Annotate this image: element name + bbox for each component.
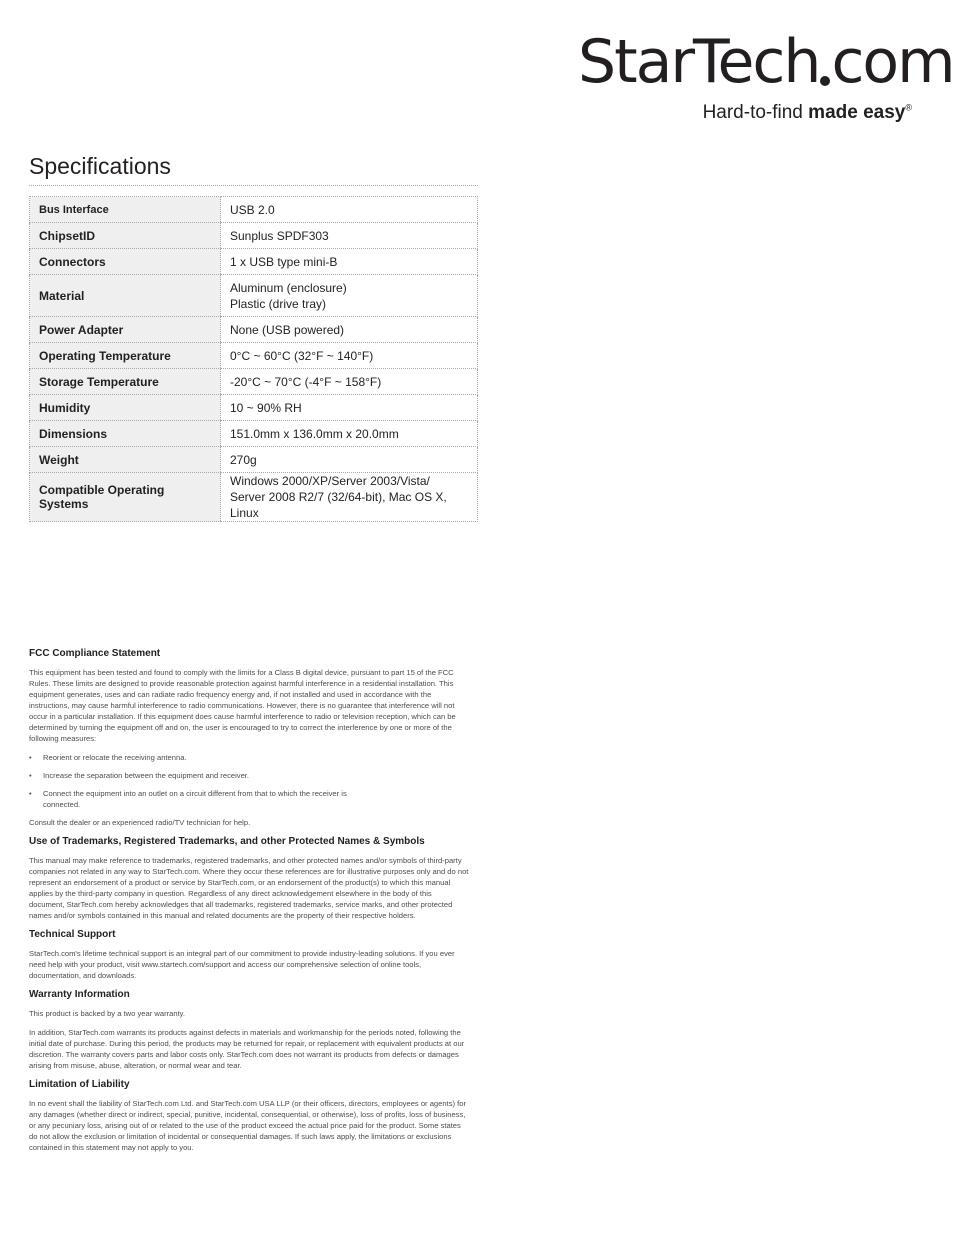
spec-value: 151.0mm x 136.0mm x 20.0mm	[221, 421, 478, 447]
table-row	[30, 317, 478, 343]
spec-value: Aluminum (enclosure) Plastic (drive tray)	[221, 275, 478, 317]
specifications-table	[29, 196, 478, 522]
fcc-body: This equipment has been tested and found to comply with the limits for a Class B digital device, pursuant to part 15 of the FCC Rules. These limits are designed to provide reasonable protection against harmful interference in a residential installation. This equipment generates, uses and can radiate radio frequency energy and, if not installed and used in accordance with the instructions, may cause harmful interference to radio communications. However, there is no guarantee that interference will not occur in a particular installation. If this equipment does cause harmful interference to radio or television reception, which can be determined by turning the equipment off and on, the user is encouraged to try to correct the interference by one or more of the following measures:	[29, 668, 456, 743]
spec-value: 1 x USB type mini-B	[221, 249, 478, 275]
table-row	[30, 421, 478, 447]
table-row	[30, 473, 478, 522]
spec-value: 0°C ~ 60°C (32°F ~ 140°F)	[221, 343, 478, 369]
spec-value: None (USB powered)	[221, 317, 478, 343]
warranty-body-1: This product is backed by a two year warranty.	[29, 1009, 186, 1018]
specifications-title: Specifications	[29, 153, 478, 186]
fcc-measures-list	[29, 752, 469, 810]
trademarks-section	[29, 836, 469, 921]
list-item: • Increase the separation between the equipment and receiver.	[29, 771, 250, 780]
logo-dot	[820, 76, 830, 86]
spec-value: USB 2.0	[221, 197, 478, 223]
warranty-body-2: In addition, StarTech.com warrants its products against defects in materials and workmanship for the periods noted, following the initial date of purchase. During this period, the products may be returned for repair, or replacement with equivalent products at our discretion. The warranty covers parts and labor costs only. StarTech.com does not warrant its products from defects or damages arising from misuse, abuse, alteration, or normal wear and tear.	[29, 1028, 465, 1070]
spec-label: Weight	[30, 447, 221, 473]
brand-header	[578, 27, 954, 124]
support-body: StarTech.com's lifetime technical support is an integral part of our commitment to provide industry-leading solutions. If you ever need help with your product, visit www.startech.com/support and access our comprehensive selection of online tools, documentation, and downloads.	[29, 949, 455, 980]
spec-value: 270g	[221, 447, 478, 473]
table-row	[30, 395, 478, 421]
spec-label: ChipsetID	[30, 223, 221, 249]
spec-value: Sunplus SPDF303	[221, 223, 478, 249]
trademarks-body: This manual may make reference to trademarks, registered trademarks, and other protected names and/or symbols of third-party companies not related in any way to StarTech.com. Where they occur these references are for illustrative purposes only and do not represent an endorsement of a product or service by StarTech.com, or an endorsement of the product(s) to which this manual applies by the third-party company in question. Regardless of any direct acknowledgement elsewhere in the body of this document, StarTech.com hereby acknowledges that all trademarks, registered trademarks, service marks, and other protected names and/or symbols contained in this manual and related documents are the property of their respective holders.	[29, 856, 469, 920]
liability-section	[29, 1079, 469, 1153]
spec-value: Windows 2000/XP/Server 2003/Vista/ Server 2008 R2/7 (32/64-bit), Mac OS X, Linux	[221, 473, 478, 522]
spec-label: Compatible Operating Systems	[30, 473, 221, 522]
warranty-section	[29, 989, 469, 1071]
list-item: • Reorient or relocate the receiving antenna.	[29, 753, 187, 762]
spec-label: Operating Temperature	[30, 343, 221, 369]
legal-notices	[29, 648, 469, 1161]
spec-label: Material	[30, 275, 221, 317]
spec-label: Humidity	[30, 395, 221, 421]
table-row	[30, 197, 478, 223]
trademarks-heading: Use of Trademarks, Registered Trademarks, and other Protected Names & Symbols	[29, 836, 425, 847]
brand-tagline: Hard-to-find made easy®	[702, 102, 912, 123]
fcc-footer: Consult the dealer or an experienced radio/TV technician for help.	[29, 818, 251, 827]
spec-label: Bus Interface	[30, 197, 221, 223]
support-section	[29, 929, 469, 981]
fcc-heading: FCC Compliance Statement	[29, 648, 161, 659]
warranty-heading: Warranty Information	[29, 989, 130, 1000]
support-heading: Technical Support	[29, 929, 116, 940]
table-row	[30, 275, 478, 317]
table-row	[30, 249, 478, 275]
spec-label: Power Adapter	[30, 317, 221, 343]
table-row	[30, 369, 478, 395]
spec-value: -20°C ~ 70°C (-4°F ~ 158°F)	[221, 369, 478, 395]
table-row	[30, 447, 478, 473]
spec-label: Dimensions	[30, 421, 221, 447]
list-item: • Connect the equipment into an outlet on a circuit different from that to which the receiver is connected.	[29, 789, 347, 809]
liability-heading: Limitation of Liability	[29, 1079, 130, 1090]
fcc-section	[29, 648, 469, 828]
startech-logo: StarTech com	[578, 27, 954, 97]
spec-value: 10 ~ 90% RH	[221, 395, 478, 421]
spec-label: Storage Temperature	[30, 369, 221, 395]
spec-label: Connectors	[30, 249, 221, 275]
table-row	[30, 343, 478, 369]
liability-body: In no event shall the liability of StarTech.com Ltd. and StarTech.com USA LLP (or their officers, directors, employees or agents) for any damages (whether direct or indirect, special, punitive, incidental, consequential, or otherwise), loss of profits, loss of business, or any pecuniary loss, arising out of or related to the use of the product exceed the actual price paid for the product. Some states do not allow the exclusion or limitation of incidental or consequential damages. If such laws apply, the limitations or exclusions contained in this statement may not apply to you.	[29, 1099, 466, 1152]
table-row	[30, 223, 478, 249]
